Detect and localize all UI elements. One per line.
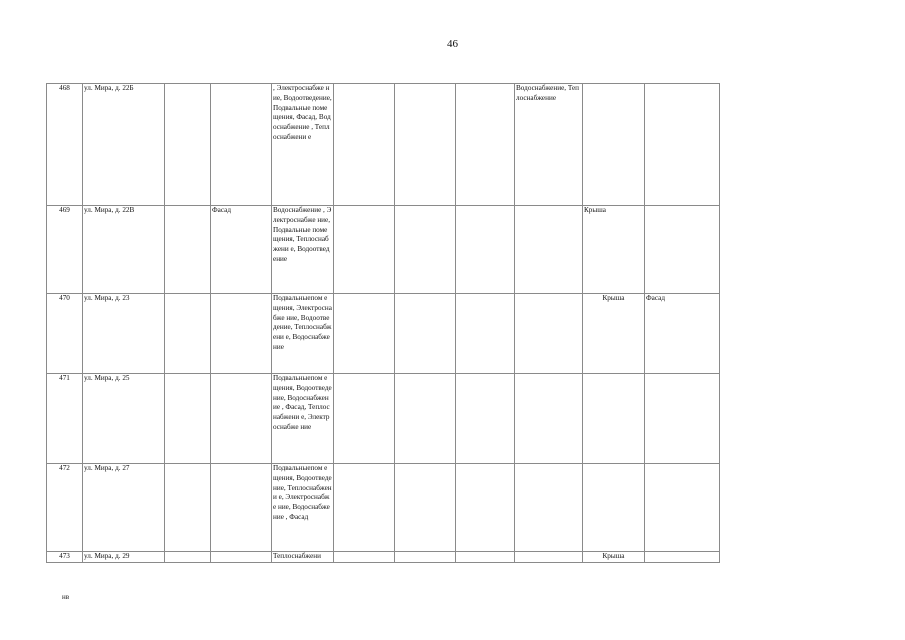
footer-note: нв [62,593,70,601]
table-row [47,464,720,552]
row-cell [456,464,515,552]
row-cell: Водоснабжение, Теплоснабжение [515,84,583,206]
row-cell [165,374,211,464]
row-cell [334,294,395,374]
row-number: 469 [47,206,83,294]
row-cell [645,206,720,294]
row-cell [515,294,583,374]
row-number: 470 [47,294,83,374]
row-works: Подвальныепом ещения, Водоотведение, Теплоснабжени е, Электроснабже ние, Водоснабжение , Фасад [272,464,334,552]
row-cell [165,206,211,294]
row-cell [165,84,211,206]
row-cell [515,464,583,552]
row-cell [456,294,515,374]
row-cell [395,464,456,552]
row-cell [583,84,645,206]
page-number: 46 [447,38,458,50]
table-row [47,84,720,206]
table-row [47,294,720,374]
row-works: Теплоснабжени [272,552,334,563]
row-address: ул. Мира, д. 23 [83,294,165,374]
row-address: ул. Мира, д. 22Б [83,84,165,206]
row-cell [456,374,515,464]
row-cell [211,374,272,464]
row-cell: Крыша [583,206,645,294]
row-cell: Крыша [583,294,645,374]
row-number: 471 [47,374,83,464]
row-cell [456,552,515,563]
row-cell [334,206,395,294]
row-number: 472 [47,464,83,552]
row-cell [165,464,211,552]
row-cell [334,552,395,563]
row-cell: Фасад [211,206,272,294]
row-cell [211,552,272,563]
row-cell: Крыша [583,552,645,563]
row-cell [515,206,583,294]
row-works: Подвальныепом ещения, Электроснабже ние, Водоотведение, Теплоснабжени е, Водоснабжение [272,294,334,374]
row-address: ул. Мира, д. 27 [83,464,165,552]
row-cell [211,84,272,206]
row-cell [334,374,395,464]
row-number: 473 [47,552,83,563]
row-cell [583,464,645,552]
row-cell [645,374,720,464]
row-cell [211,464,272,552]
row-cell [645,84,720,206]
row-cell [515,552,583,563]
row-cell [165,294,211,374]
row-address: ул. Мира, д. 25 [83,374,165,464]
row-cell [165,552,211,563]
row-cell [395,294,456,374]
row-works: Подвальныепом ещения, Водоотведение, Водоснабжение , Фасад, Теплоснабжени е, Электроснабже ние [272,374,334,464]
row-cell [456,84,515,206]
row-cell [456,206,515,294]
row-cell [211,294,272,374]
row-cell [334,464,395,552]
row-cell [395,374,456,464]
table-row [47,374,720,464]
row-cell [395,206,456,294]
row-works: , Электроснабже ние, Водоотведение, Подвальные помещения, Фасад, Водоснабжение , Теплоснабжени е [272,84,334,206]
row-cell [395,552,456,563]
table-row [47,552,720,563]
capital-repair-schedule-table [46,83,720,563]
row-number: 468 [47,84,83,206]
row-address: ул. Мира, д. 22В [83,206,165,294]
row-address: ул. Мира, д. 29 [83,552,165,563]
row-cell [515,374,583,464]
table-row [47,206,720,294]
row-cell [583,374,645,464]
row-works: Водоснабжение , Электроснабже ние, Подвальные помещения, Теплоснабжени е, Водоотведение [272,206,334,294]
row-cell [395,84,456,206]
row-cell [645,464,720,552]
row-cell [334,84,395,206]
row-cell: Фасад [645,294,720,374]
row-cell [645,552,720,563]
